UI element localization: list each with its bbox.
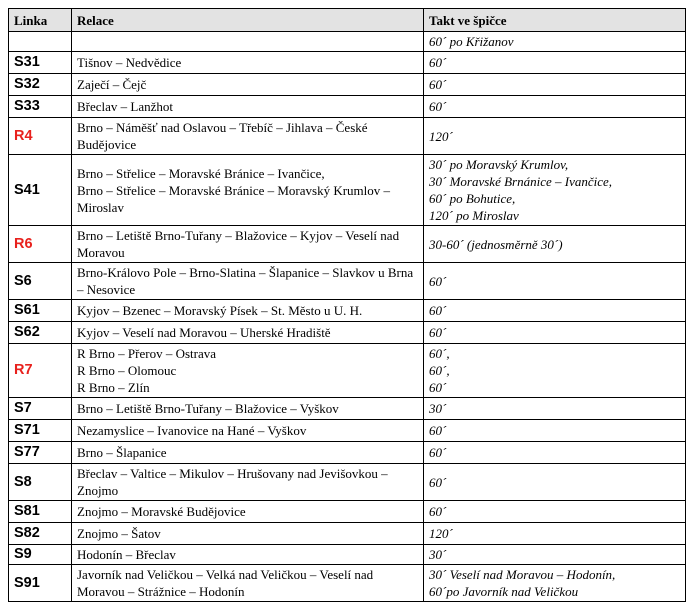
table-row xyxy=(9,226,686,263)
table-row xyxy=(9,74,686,96)
route-text: Břeclav – Valtice – Mikulov – Hrušovany nad Jevišovkou – Znojmo xyxy=(77,466,388,498)
table-row xyxy=(9,32,686,52)
route-cell xyxy=(72,118,424,155)
route-cell xyxy=(72,74,424,96)
line-id-cell: S8 xyxy=(9,464,72,501)
interval-cell xyxy=(424,300,686,322)
route-text: Tišnov – Nedvědice xyxy=(77,55,182,70)
route-cell xyxy=(72,420,424,442)
interval-text: 60´ xyxy=(429,474,447,490)
route-text: Brno – Šlapanice xyxy=(77,445,167,460)
line-id-cell: S9 xyxy=(9,545,72,565)
interval-cell xyxy=(424,523,686,545)
interval-text: 60´, xyxy=(429,363,450,378)
route-cell xyxy=(72,565,424,602)
interval-text: 60´ xyxy=(429,99,447,114)
interval-text: 30-60´ (jednosměrně 30´) xyxy=(429,236,563,252)
interval-cell xyxy=(424,32,686,52)
interval-text: 60´ xyxy=(429,380,447,395)
interval-cell xyxy=(424,398,686,420)
interval-text: 60´ po Bohutice, xyxy=(429,191,516,206)
table-row xyxy=(9,155,686,226)
line-id-cell: S62 xyxy=(9,322,72,344)
route-cell xyxy=(72,523,424,545)
interval-cell xyxy=(424,155,686,226)
interval-text: 60´ po Křižanov xyxy=(429,34,514,49)
table-row xyxy=(9,96,686,118)
table-row xyxy=(9,118,686,155)
interval-text: 30´ xyxy=(429,401,447,416)
interval-cell xyxy=(424,118,686,155)
interval-text: 60´ xyxy=(429,325,447,340)
interval-cell xyxy=(424,464,686,501)
line-id-cell: S61 xyxy=(9,300,72,322)
interval-cell xyxy=(424,420,686,442)
table-body xyxy=(9,32,686,602)
interval-text: 60´po Javorník nad Veličkou xyxy=(429,584,579,599)
interval-cell xyxy=(424,96,686,118)
interval-cell xyxy=(424,565,686,602)
header-row xyxy=(9,9,686,32)
interval-cell xyxy=(424,344,686,398)
table-row xyxy=(9,545,686,565)
table-row xyxy=(9,398,686,420)
table-row xyxy=(9,420,686,442)
line-id-cell: S41 xyxy=(9,155,72,226)
route-cell xyxy=(72,52,424,74)
interval-text: 60´ xyxy=(429,77,447,92)
route-text: R Brno – Zlín xyxy=(77,380,150,395)
interval-text: 120´ po Miroslav xyxy=(429,208,519,223)
table-row xyxy=(9,565,686,602)
route-text: Kyjov – Veselí nad Moravou – Uherské Hradiště xyxy=(77,325,331,340)
route-cell xyxy=(72,226,424,263)
line-id-cell: R4 xyxy=(9,118,72,155)
interval-cell xyxy=(424,442,686,464)
route-cell xyxy=(72,32,424,52)
route-text: Brno – Střelice – Moravské Bránice – Moravský Krumlov – Miroslav xyxy=(77,182,391,215)
route-cell xyxy=(72,464,424,501)
interval-cell xyxy=(424,74,686,96)
interval-text: 60´ xyxy=(429,423,447,438)
line-id-cell: S7 xyxy=(9,398,72,420)
route-text: Brno – Letiště Brno-Tuřany – Blažovice – Kyjov – Veselí nad Moravou xyxy=(77,228,400,260)
table-row xyxy=(9,523,686,545)
interval-cell xyxy=(424,52,686,74)
interval-cell xyxy=(424,322,686,344)
line-id-cell: S71 xyxy=(9,420,72,442)
line-id-cell: S6 xyxy=(9,263,72,300)
route-text: Zaječí – Čejč xyxy=(77,77,147,92)
interval-text: 120´ xyxy=(429,128,453,144)
interval-cell xyxy=(424,545,686,565)
line-id-cell: S91 xyxy=(9,565,72,602)
table-row xyxy=(9,322,686,344)
route-cell xyxy=(72,545,424,565)
table-row xyxy=(9,442,686,464)
interval-text: 60´ xyxy=(429,445,447,460)
interval-text: 30´ xyxy=(429,547,447,562)
interval-text: 30´ Veselí nad Moravou – Hodonín, xyxy=(429,567,616,582)
interval-text: 60´ xyxy=(429,504,447,519)
table-row xyxy=(9,344,686,398)
interval-text: 30´ po Moravský Krumlov, xyxy=(429,157,569,172)
interval-cell xyxy=(424,263,686,300)
timetable xyxy=(8,8,686,602)
line-id-cell: S33 xyxy=(9,96,72,118)
route-text: Znojmo – Moravské Budějovice xyxy=(77,504,246,519)
interval-cell xyxy=(424,226,686,263)
route-text: Brno-Královo Pole – Brno-Slatina – Šlapanice – Slavkov u Brna – Nesovice xyxy=(77,265,414,297)
header-linka: Linka xyxy=(9,9,72,32)
route-text: Brno – Letiště Brno-Tuřany – Blažovice – Vyškov xyxy=(77,401,339,416)
table-row xyxy=(9,300,686,322)
route-cell xyxy=(72,322,424,344)
route-cell xyxy=(72,96,424,118)
route-cell xyxy=(72,300,424,322)
route-text: R Brno – Olomouc xyxy=(77,363,177,378)
interval-text: 60´ xyxy=(429,273,447,289)
table-row xyxy=(9,52,686,74)
route-text: Kyjov – Bzenec – Moravský Písek – St. Město u U. H. xyxy=(77,303,363,318)
interval-text: 60´ xyxy=(429,303,447,318)
line-id-cell: R6 xyxy=(9,226,72,263)
route-text: Hodonín – Břeclav xyxy=(77,547,176,562)
header-takt: Takt ve špičce xyxy=(424,9,686,32)
interval-text: 60´, xyxy=(429,346,450,361)
line-id-cell: S82 xyxy=(9,523,72,545)
route-text: Nezamyslice – Ivanovice na Hané – Vyškov xyxy=(77,423,307,438)
route-text: Břeclav – Lanžhot xyxy=(77,99,174,114)
route-cell xyxy=(72,442,424,464)
line-id-cell xyxy=(9,32,72,52)
table-row xyxy=(9,501,686,523)
header-relace: Relace xyxy=(72,9,424,32)
route-text: Znojmo – Šatov xyxy=(77,526,161,541)
table-row xyxy=(9,464,686,501)
route-text: Brno – Střelice – Moravské Bránice – Ivančice, xyxy=(77,165,325,181)
interval-cell xyxy=(424,501,686,523)
interval-text: 120´ xyxy=(429,526,453,541)
route-cell xyxy=(72,398,424,420)
line-id-cell: S77 xyxy=(9,442,72,464)
line-id-cell: S32 xyxy=(9,74,72,96)
table-row xyxy=(9,263,686,300)
interval-text: 60´ xyxy=(429,55,447,70)
route-cell xyxy=(72,501,424,523)
route-text: Javorník nad Veličkou – Velká nad Veličkou – Veselí nad Moravou – Strážnice – Hodonín xyxy=(77,567,374,599)
line-id-cell: R7 xyxy=(9,344,72,398)
interval-text: 30´ Moravské Brnánice – Ivančice, xyxy=(429,174,613,189)
line-id-cell: S31 xyxy=(9,52,72,74)
line-id-cell: S81 xyxy=(9,501,72,523)
route-cell xyxy=(72,344,424,398)
route-text: Brno – Náměšť nad Oslavou – Třebíč – Jihlava – České Budějovice xyxy=(77,120,368,152)
route-cell xyxy=(72,155,424,226)
table-header xyxy=(9,9,686,32)
route-text: R Brno – Přerov – Ostrava xyxy=(77,346,217,361)
route-cell xyxy=(72,263,424,300)
